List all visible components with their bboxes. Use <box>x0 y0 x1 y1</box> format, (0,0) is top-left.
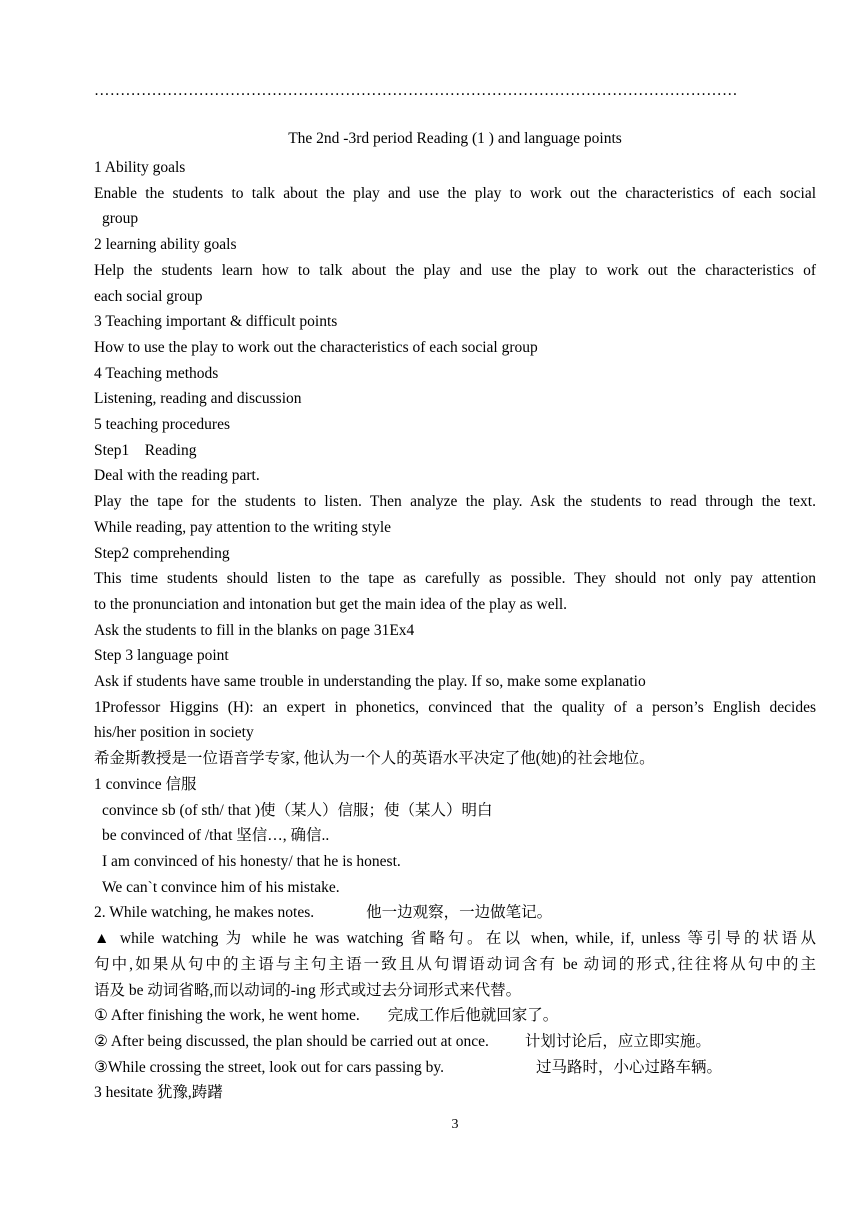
paragraph-line: group <box>102 210 139 228</box>
chinese-translation: 希金斯教授是一位语音学专家, 他认为一个人的英语水平决定了他(她)的社会地位。 <box>94 750 655 768</box>
example-line: I am convinced of his honesty/ that he is honest. <box>102 852 401 870</box>
paragraph-line: Ask if students have same trouble in understanding the play. If so, make some explanatio <box>94 673 646 691</box>
heading-learning-goals: 2 learning ability goals <box>94 236 237 254</box>
paragraph-line: to the pronunciation and intonation but get the main idea of the play as well. <box>94 595 568 613</box>
example-chinese: 完成工作后他就回家了。 <box>387 1007 559 1025</box>
step-3-heading: Step 3 language point <box>94 647 229 665</box>
paragraph-line: his/her position in society <box>94 724 254 742</box>
page-number: 3 <box>451 1117 459 1132</box>
grammar-note: 句中,如果从句中的主语与主句主语一致且从句谓语动词含有 be 动词的形式,往往将从句中的主 <box>94 955 816 973</box>
step-2-heading: Step2 comprehending <box>94 544 230 562</box>
example-pair <box>94 1003 816 1029</box>
page-title: The 2nd -3rd period Reading (1 ) and language points <box>288 130 622 147</box>
heading-ability-goals: 1 Ability goals <box>94 159 186 176</box>
example-english: ② After being discussed, the plan should be carried out at once. <box>94 1032 489 1050</box>
example-pair <box>94 1055 816 1081</box>
example-line: We can`t convince him of his mistake. <box>102 878 340 896</box>
paragraph-line: Ask the students to fill in the blanks on page 31Ex4 <box>94 621 415 639</box>
example-english: ③While crossing the street, look out for cars passing by. <box>94 1058 444 1076</box>
paragraph-line: Listening, reading and discussion <box>94 390 302 408</box>
paragraph-line: Enable the students to talk about the play and use the play to work out the characteristics of each social <box>94 184 816 202</box>
paragraph-line: This time students should listen to the tape as carefully as possible. They should not only pay attention <box>94 570 816 588</box>
example-pair <box>94 1029 816 1055</box>
heading-important-points: 3 Teaching important & difficult points <box>94 313 338 331</box>
paragraph-line: each social group <box>94 287 203 305</box>
document-body <box>94 155 816 1106</box>
paragraph-line: How to use the play to work out the characteristics of each social group <box>94 338 538 356</box>
watching-example <box>94 900 816 926</box>
step-1-heading: Step1 Reading <box>94 441 197 459</box>
paragraph-line: While reading, pay attention to the writing style <box>94 518 392 536</box>
example-chinese: 计划讨论后，应立即实施。 <box>524 1032 711 1050</box>
usage-line: convince sb (of sth/ that )使（某人）信服；使（某人）明白 <box>102 801 493 819</box>
paragraph-line: Deal with the reading part. <box>94 467 260 485</box>
grammar-note: ▲ while watching 为 while he was watching 省略句。在以 when, while, if, unless 等引导的状语从 <box>94 930 816 948</box>
paragraph-line: Play the tape for the students to listen. Then analyze the play. Ask the students to read through the text. <box>94 493 816 511</box>
paragraph-line: Help the students learn how to talk about the play and use the play to work out the characteristics of <box>94 261 816 279</box>
example-english: ① After finishing the work, he went home. <box>94 1007 360 1025</box>
heading-teaching-methods: 4 Teaching methods <box>94 364 219 382</box>
heading-teaching-procedures: 5 teaching procedures <box>94 416 230 434</box>
vocab-convince: 1 convince 信服 <box>94 775 197 793</box>
example-chinese: 过马路时，小心过路车辆。 <box>535 1058 722 1076</box>
usage-line: be convinced of /that 坚信…, 确信.. <box>102 827 330 845</box>
dotted-separator: …………………………………………………………………………………………………………… <box>94 82 738 99</box>
grammar-note: 语及 be 动词省略,而以动词的-ing 形式或过去分词形式来代替。 <box>94 981 522 999</box>
example-english: 2. While watching, he makes notes. <box>94 904 315 922</box>
paragraph-line: 1Professor Higgins (H): an expert in phonetics, convinced that the quality of a person’s English decides <box>94 698 816 716</box>
example-chinese: 他一边观察，一边做笔记。 <box>366 904 553 922</box>
vocab-hesitate: 3 hesitate 犹豫,踌躇 <box>94 1084 223 1102</box>
